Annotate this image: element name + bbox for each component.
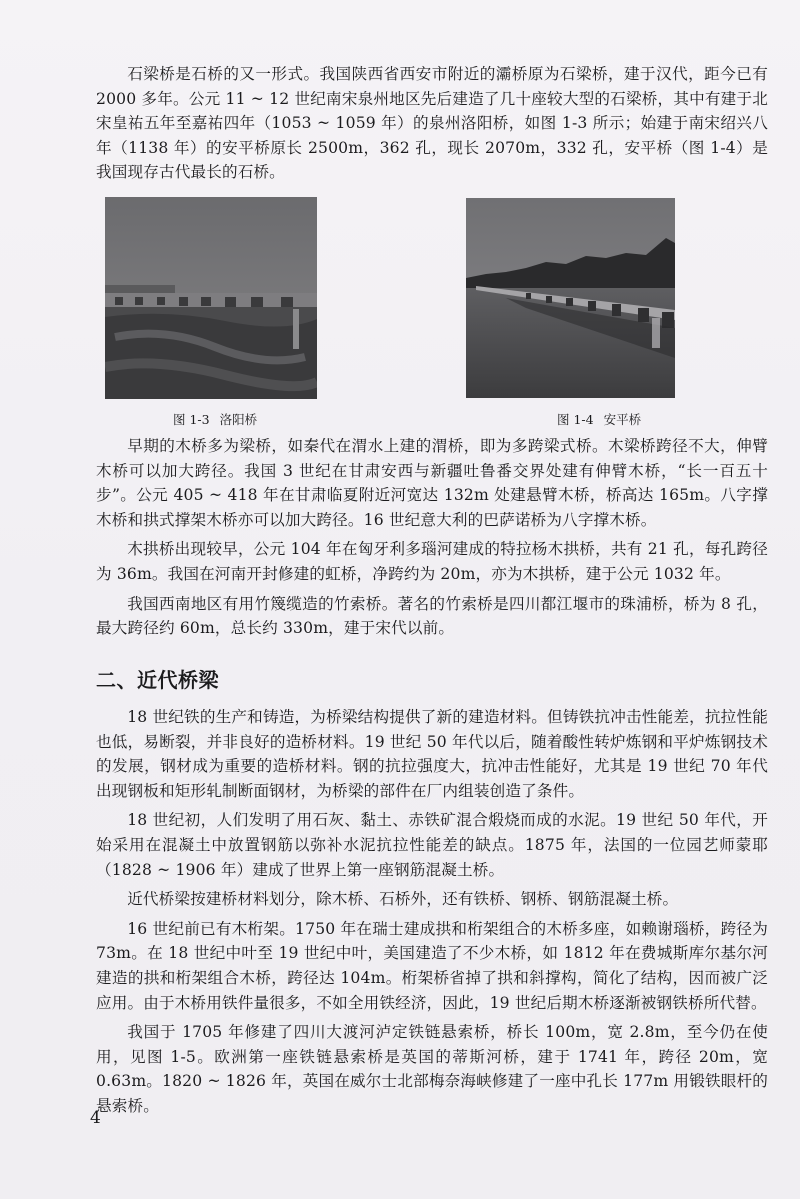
luoyang-bridge-photo — [105, 197, 317, 399]
figure-number: 图 1-3 — [173, 412, 210, 427]
figure-number: 图 1-4 — [557, 412, 594, 427]
anping-bridge-photo — [466, 198, 675, 398]
figure-title: 洛阳桥 — [219, 412, 258, 427]
page-number: 4 — [90, 1108, 101, 1128]
figure-1-4-caption — [557, 410, 641, 428]
ancient-bridges-text — [96, 434, 768, 641]
paragraph-material-classification: 近代桥梁按建桥材料划分，除木桥、石桥外，还有铁桥、钢桥、钢筋混凝土桥。 — [127, 890, 679, 909]
figure-1-3-caption — [173, 410, 257, 428]
intro-text — [96, 62, 768, 185]
modern-bridges-text — [96, 705, 768, 1119]
figure-title: 安平桥 — [603, 412, 642, 427]
paragraph-wooden-truss: 16 世纪前已有木桁架。1750 年在瑞士建成拱和桁架组合的木桥多座，如赖谢瑙桥，跨径为 73m。在 18 世纪中叶至 19 世纪中叶，美国建造了不少木桥，如 1812 年在费城斯库尔基尔河建造的拱和桁架组合木桥，跨径达 104m。桁架桥省掉了拱和斜撑构，简化了结构，因而被广泛应用。由于木桥用铁件量很多，不如全用铁经济，因此，19 世纪后期木桥逐渐被钢铁桥所代替。 — [96, 919, 768, 1012]
paragraph-reinforced-concrete: 18 世纪初，人们发明了用石灰、黏土、赤铁矿混合煅烧而成的水泥。19 世纪 50 年代，开始采用在混凝土中放置钢筋以弥补水泥抗拉性能差的缺点。1875 年，法国的一位园艺师蒙耶（1828 ~ 1906 年）建成了世界上第一座钢筋混凝土桥。 — [96, 811, 768, 879]
paragraph-iron-steel: 18 世纪铁的生产和铸造，为桥梁结构提供了新的建造材料。但铸铁抗冲击性能差，抗拉性能也低，易断裂，并非良好的造桥材料。19 世纪 50 年代以后，随着酸性转炉炼钢和平炉炼钢技术的发展，钢材成为重要的造桥材料。钢的抗拉强度大，抗冲击性能好，尤其是 19 世纪 70 年代出现钢板和矩形轧制断面钢材，为桥梁的部件在厂内组装创造了条件。 — [96, 708, 768, 800]
paragraph-wooden-beam-bridge: 早期的木桥多为梁桥，如秦代在渭水上建的渭桥，即为多跨梁式桥。木梁桥跨径不大，伸臂木桥可以加大跨径。我国 3 世纪在甘肃安西与新疆吐鲁番交界处建有伸臂木桥，“长一百五十步”。公元 405 ~ 418 年在甘肃临夏附近河宽达 132m 处建悬臂木桥，桥高达 165m。八字撑木桥和拱式撑架木桥亦可以加大跨径。16 世纪意大利的巴萨诺桥为八字撑木桥。 — [96, 437, 768, 529]
paragraph-iron-chain-suspension: 我国于 1705 年修建了四川大渡河泸定铁链悬索桥，桥长 100m，宽 2.8m，至今仍在使用，见图 1-5。欧洲第一座铁链悬索桥是英国的蒂斯河桥，建于 1741 年，跨径 20m，宽 0.63m。1820 ~ 1826 年，英国在威尔士北部梅奈海峡修建了一座中孔长 177m 用锻铁眼杆的悬索桥。 — [96, 1023, 768, 1115]
paragraph-wooden-arch-bridge: 木拱桥出现较早，公元 104 年在匈牙利多瑙河建成的特拉杨木拱桥，共有 21 孔，每孔跨径为 36m。我国在河南开封修建的虹桥，净跨约为 20m，亦为木拱桥，建于公元 1032 年。 — [96, 540, 768, 583]
paragraph-bamboo-cable-bridge: 我国西南地区有用竹篾缆造的竹索桥。著名的竹索桥是四川都江堰市的珠浦桥，桥为 8 孔，最大跨径约 60m，总长约 330m，建于宋代以前。 — [96, 594, 768, 638]
section-heading-modern-bridges: 二、近代桥梁 — [96, 668, 219, 692]
paragraph-stone-beam-bridge: 石梁桥是石桥的又一形式。我国陕西省西安市附近的灞桥原为石梁桥，建于汉代，距今已有 2000 多年。公元 11 ~ 12 世纪南宋泉州地区先后建造了几十座较大型的石梁桥，其中有建于北宋皇祐五年至嘉祐四年（1053 ~ 1059 年）的泉州洛阳桥，如图 1-3 所示；始建于南宋绍兴八年（1138 年）的安平桥原长 2500m，362 孔，现长 2070m，332 孔，安平桥（图 1-4）是我国现存古代最长的石桥。 — [96, 65, 768, 182]
